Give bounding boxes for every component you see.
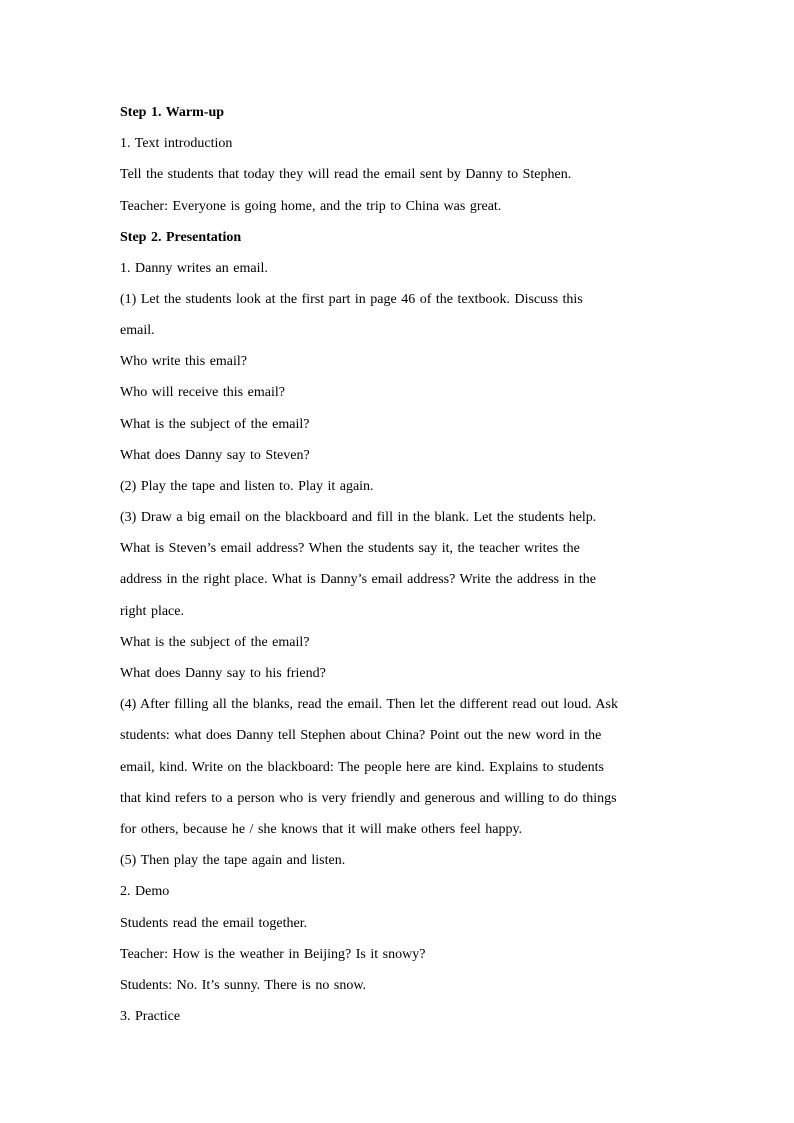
text-line: Who will receive this email? bbox=[120, 385, 285, 400]
text-line: (2) Play the tape and listen to. Play it again. bbox=[120, 479, 374, 494]
text-line: 1. Text introduction bbox=[120, 136, 233, 151]
text-line: 3. Practice bbox=[120, 1009, 181, 1024]
text-line: 2. Demo bbox=[120, 884, 170, 899]
text-line: (4) After filling all the blanks, read the email. Then let the different read out loud. Ask bbox=[120, 697, 618, 712]
text-line: (3) Draw a big email on the blackboard and fill in the blank. Let the students help. bbox=[120, 510, 597, 525]
text-line: What does Danny say to Steven? bbox=[120, 448, 310, 463]
text-line: Teacher: Everyone is going home, and the trip to China was great. bbox=[120, 199, 502, 214]
text-line: (1) Let the students look at the first part in page 46 of the textbook. Discuss this bbox=[120, 292, 583, 307]
text-line: 1. Danny writes an email. bbox=[120, 261, 268, 276]
text-line: What is Steven’s email address? When the students say it, the teacher writes the bbox=[120, 541, 580, 556]
text-line: Students read the email together. bbox=[120, 916, 308, 931]
text-line: email. bbox=[120, 323, 155, 338]
text-line: address in the right place. What is Danny’s email address? Write the address in the bbox=[120, 572, 596, 587]
text-line: that kind refers to a person who is very friendly and generous and willing to do things bbox=[120, 791, 617, 806]
step1-heading: Step 1. Warm-up bbox=[120, 105, 225, 120]
text-line: What is the subject of the email? bbox=[120, 635, 310, 650]
text-line: Students: No. It’s sunny. There is no snow. bbox=[120, 978, 367, 993]
text-line: students: what does Danny tell Stephen about China? Point out the new word in the bbox=[120, 728, 602, 743]
text-line: right place. bbox=[120, 604, 184, 619]
step2-heading: Step 2. Presentation bbox=[120, 230, 242, 245]
text-line: for others, because he / she knows that it will make others feel happy. bbox=[120, 822, 523, 837]
text-line: email, kind. Write on the blackboard: The people here are kind. Explains to students bbox=[120, 760, 604, 775]
text-line: (5) Then play the tape again and listen. bbox=[120, 853, 346, 868]
text-line: Teacher: How is the weather in Beijing? Is it snowy? bbox=[120, 947, 426, 962]
text-line: Who write this email? bbox=[120, 354, 248, 369]
text-line: Tell the students that today they will read the email sent by Danny to Stephen. bbox=[120, 167, 572, 182]
text-line: What does Danny say to his friend? bbox=[120, 666, 326, 681]
text-line: What is the subject of the email? bbox=[120, 417, 310, 432]
